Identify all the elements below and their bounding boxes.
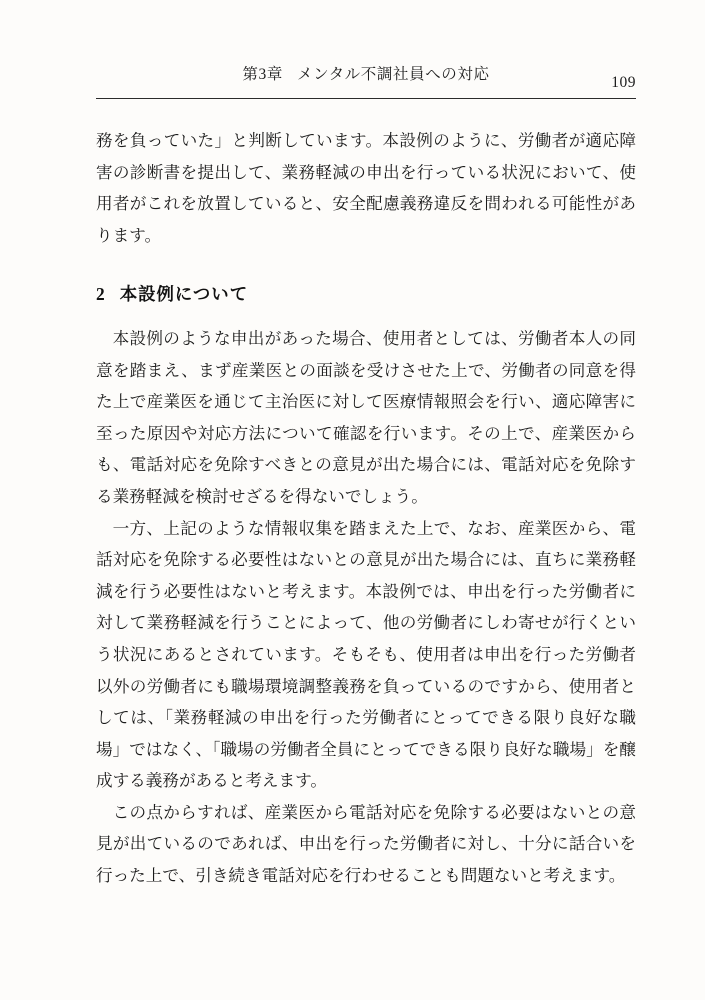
paragraph: 一方、上記のような情報収集を踏まえた上で、なお、産業医から、電話対応を免除する必要性はないとの意見が出た場合には、直ちに業務軽減を行う必要性はないと考えます。本設例では、申出を行った労働者に対して業務軽減を行うことによって、他の労働者にしわ寄せが行くという状況にあるとされています。そもそも、使用者は申出を行った労働者以外の労働者にも職場環境調整義務を負っているのですから、使用者としては、「業務軽減の申出を行った労働者にとってできる限り良好な職場」ではなく、「職場の労働者全員にとってできる限り良好な職場」を醸成する義務があると考えます。: [96, 518, 636, 791]
header-title-label: メンタル不調社員への対応: [296, 66, 490, 83]
body-text: [96, 125, 636, 892]
page-number: 109: [611, 74, 636, 91]
paragraph: 本設例のような申出があった場合、使用者としては、労働者本人の同意を踏まえ、まず産業医との面談を受けさせた上で、労働者の同意を得た上で産業医を通じて主治医に対して医療情報照会を行い、適応障害に至った原因や対応方法について確認を行います。その上で、産業医からも、電話対応を免除すべきとの意見が出た場合には、電話対応を免除する業務軽減を検討せざるを得ないでしょう。: [96, 328, 636, 506]
paragraph: この点からすれば、産業医から電話対応を免除する必要はないとの意見が出ているのであれば、申出を行った労働者に対し、十分に話合いを行った上で、引き続き電話対応を行わせることも問題ないと考えます。: [96, 802, 636, 886]
header-rule: [96, 98, 636, 99]
page-header: [96, 62, 636, 92]
section-title: 本設例について: [119, 284, 249, 305]
page-content-area: [96, 62, 636, 942]
paragraph-continuation: 務を負っていた」と判断しています。本設例のように、労働者が適応障害の診断書を提出して、業務軽減の申出を行っている状況において、使用者がこれを放置していると、安全配慮義務違反を問われる可能性があります。: [96, 131, 636, 245]
section-number: 2: [96, 284, 106, 305]
section-heading: [96, 279, 636, 311]
header-title-group: [242, 62, 489, 84]
header-chapter-label: 第3章: [242, 66, 283, 83]
